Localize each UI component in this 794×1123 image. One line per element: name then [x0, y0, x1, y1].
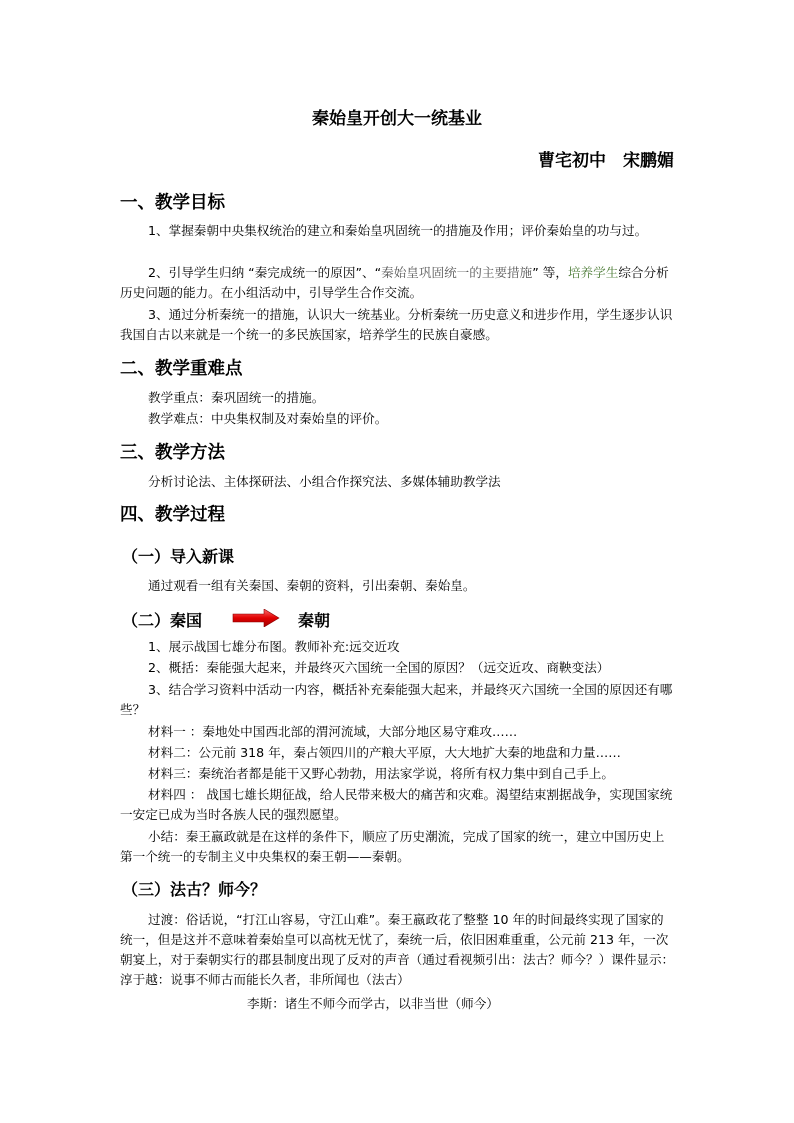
- subsection-heading-fagu-shijin: （三）法古？师今？: [122, 880, 267, 899]
- objective-2-part-e: 综合分析历史问题的能力。在小组活动中，引导学生合作交流。: [120, 265, 669, 300]
- transition-text: 过渡：俗话说，“打江山容易，守江山难”。秦王嬴政花了整整 10 年的时间最终实现了国家的统一，但是这并不意味着秦始皇可以高枕无忧了，秦统一后，依旧困难重重，公元前 213 年，一次朝宴上，对于秦朝实行的郡县制度出现了反对的声音（通过看视频引出：法古？师今？）课件显示：淳于越：说事不师古而能长久者，非所闻也（法古）: [120, 912, 675, 987]
- methods-text: 分析讨论法、主体探研法、小组合作探究法、多媒体辅助教学法: [148, 474, 501, 489]
- right-arrow-icon: [232, 609, 280, 627]
- objective-2-part-d: 培养学生: [567, 265, 619, 280]
- qin-state-label: （二）秦国: [122, 611, 203, 630]
- li-si-quote: 李斯：诸生不师今而学古，以非当世（师今）: [247, 996, 499, 1011]
- intro-text: 通过观看一组有关秦国、秦朝的资料，引出秦朝、秦始皇。: [148, 578, 476, 593]
- subsection-heading-intro: （一）导入新课: [122, 547, 235, 566]
- step-3: 3、结合学习资料中活动一内容，概括补充秦能强大起来，并最终灭六国统一全国的原因还有哪些？: [120, 682, 673, 717]
- document-title: 秦始皇开创大一统基业: [312, 109, 482, 129]
- section-heading-process: 四、教学过程: [120, 505, 225, 525]
- objective-2-part-a: 2、引导学生归纳 “秦完成统一的原因”、“: [148, 265, 382, 280]
- section-heading-methods: 三、教学方法: [120, 443, 225, 463]
- author-line: 曹宅初中 宋鹏媚: [538, 151, 674, 171]
- step-1: 1、展示战国七雄分布图。教师补充:远交近攻: [148, 639, 400, 654]
- objective-3: 3、通过分析秦统一的措施，认识大一统基业。分析秦统一历史意义和进步作用，学生逐步认识我国自古以来就是一个统一的多民族国家，培养学生的民族自豪感。: [120, 307, 673, 342]
- difficult-point: 教学难点：中央集权制及对秦始皇的评价。: [148, 411, 388, 426]
- material-3: 材料三：秦统治者都是能干又野心勃勃，用法家学说，将所有权力集中到自己手上。: [148, 766, 614, 781]
- section-heading-key-points: 二、教学重难点: [120, 359, 243, 379]
- objective-2-part-c: ” 等，: [532, 265, 568, 280]
- material-2: 材料二：公元前 318 年，秦占领四川的产粮大平原，大大地扩大秦的地盘和力量……: [148, 745, 621, 760]
- section-heading-objectives: 一、教学目标: [120, 193, 225, 213]
- objective-1: 1、掌握秦朝中央集权统治的建立和秦始皇巩固统一的措施及作用；评价秦始皇的功与过。: [148, 223, 648, 238]
- subsection-heading-qin: [122, 608, 330, 631]
- objective-2-part-b: 秦始皇巩固统一的主要措施: [381, 265, 533, 280]
- step-2: 2、概括：秦能强大起来，并最终灭六国统一全国的原因？（远交近攻、商鞅变法）: [148, 660, 610, 675]
- qin-dynasty-label: 秦朝: [298, 611, 331, 630]
- material-4: 材料四 ： 战国七雄长期征战，给人民带来极大的痛苦和灾难。渴望结束割据战争，实现国家统一安定已成为当时各族人民的强烈愿望。: [120, 787, 673, 822]
- objective-2: [120, 263, 676, 303]
- summary-text: 小结：秦王嬴政就是在这样的条件下，顺应了历史潮流，完成了国家的统一，建立中国历史上第一个统一的专制主义中央集权的秦王朝——秦朝。: [120, 829, 665, 864]
- key-point: 教学重点：秦巩固统一的措施。: [148, 390, 325, 405]
- material-1: 材料一 ：秦地处中国西北部的渭河流域，大部分地区易守难攻……: [148, 724, 518, 739]
